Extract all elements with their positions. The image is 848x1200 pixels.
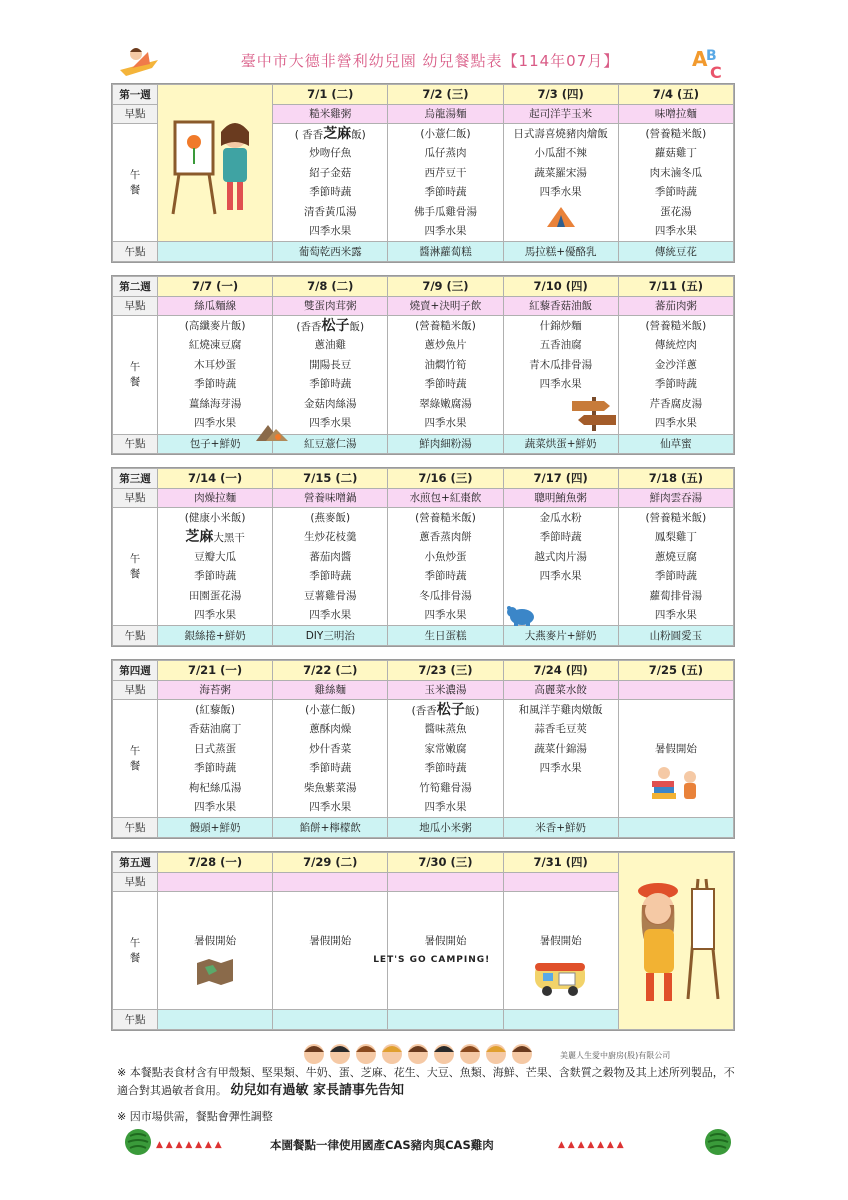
lunch-line: 四季水果 <box>539 762 582 775</box>
lunch-label <box>113 124 158 242</box>
allergy-emphasis: 幼兒如有過敏 家長請事先告知 <box>230 1083 405 1098</box>
lunch-label-char: 午 <box>129 552 141 565</box>
lunch-line: 肉末滷冬瓜 <box>649 166 703 179</box>
day-header: 7/31 (四) <box>503 853 618 873</box>
bear-icon <box>506 604 536 626</box>
lunch-line: 四季水果 <box>194 608 237 621</box>
company-name: 美麗人生愛中廚房(股)有限公司 <box>560 1051 671 1060</box>
lunch-label-char: 午 <box>129 936 141 949</box>
painter-girl-icon <box>626 869 726 1009</box>
lunch-highlight: 松子 <box>321 318 350 334</box>
breakfast-item: 聰明鮪魚粥 <box>503 488 618 508</box>
lunch-line: 季節時蔬 <box>654 186 697 199</box>
breakfast-item: 高麗菜水餃 <box>503 680 618 700</box>
lunch-menu <box>388 892 503 1010</box>
lunch-line: 日式壽喜燒豬肉燴飯 <box>513 128 608 140</box>
lunch-line: 越式肉片湯 <box>534 550 587 563</box>
lunch-line: 季節時蔬 <box>309 570 352 583</box>
day-header: 7/17 (四) <box>503 469 618 489</box>
snack-item: 地瓜小米粥 <box>388 818 503 838</box>
lunch-line: 開陽長豆 <box>309 358 352 371</box>
snack-label: 午點 <box>113 818 158 838</box>
day-header: 7/9 (三) <box>388 277 503 297</box>
lunch-highlight: 松子 <box>436 702 465 718</box>
week-label: 第三週 <box>113 469 158 489</box>
lunch-menu <box>618 700 733 818</box>
abc-blocks-icon <box>690 44 730 80</box>
lunch-menu <box>273 316 388 435</box>
lunch-menu <box>158 892 273 1010</box>
week-label: 第五週 <box>113 853 158 873</box>
lunch-line: 蘿蔔排骨湯 <box>649 589 703 602</box>
lunch-line: 紹子金菇 <box>309 166 352 179</box>
lunch-text: 飯) <box>349 321 365 333</box>
day-header: 7/15 (二) <box>273 469 388 489</box>
lunch-line: 四季水果 <box>539 186 582 199</box>
lunch-line: 芹香腐皮湯 <box>649 397 703 410</box>
day-header: 7/1 (二) <box>273 85 388 105</box>
day-header: 7/2 (三) <box>388 85 503 105</box>
watermelon-slices-left-icon: ▲ ▲ ▲ ▲ ▲ ▲ ▲ <box>156 1140 222 1150</box>
lunch-line: 日式蒸蛋 <box>194 742 237 755</box>
lunch-line: (燕麥飯) <box>310 512 351 524</box>
snack-item: 紅豆薏仁湯 <box>273 434 388 454</box>
lunch-line: 金菇肉絲湯 <box>304 397 357 410</box>
day-header: 7/7 (一) <box>158 277 273 297</box>
painting-girl-icon <box>165 102 265 222</box>
lunch-menu <box>273 892 491 1010</box>
day-header: 7/14 (一) <box>158 469 273 489</box>
lunch-line: (營養糙米飯) <box>415 512 476 524</box>
lunch-menu <box>503 700 618 818</box>
day-header: 7/25 (五) <box>618 661 733 681</box>
lunch-line: 季節時蔬 <box>194 570 237 583</box>
breakfast-item <box>618 680 733 700</box>
breakfast-item <box>158 872 273 892</box>
lunch-line <box>619 701 733 720</box>
lunch-line: 佛手瓜雞骨湯 <box>413 205 477 218</box>
day-header: 7/18 (五) <box>618 469 733 489</box>
lunch-line: 紅燒凍豆腐 <box>188 339 242 352</box>
signpost-icon <box>564 395 624 431</box>
lunch-line: 五香油腐 <box>539 339 582 352</box>
week-label: 第二週 <box>113 277 158 297</box>
lunch-line: (小薏仁飯) <box>420 128 471 140</box>
lunch-menu <box>158 316 273 435</box>
lunch-line: 季節時蔬 <box>309 378 352 391</box>
day-header: 7/28 (一) <box>158 853 273 873</box>
snack-item: 鮮肉細粉湯 <box>388 434 503 454</box>
breakfast-item: 燒賣+決明子飲 <box>388 296 503 316</box>
snack-item: 包子+鮮奶 <box>158 434 273 454</box>
lunch-text: ( 香香 <box>294 129 324 141</box>
lunch-menu <box>273 700 388 818</box>
tent-icon <box>545 203 577 229</box>
watermelon-right-icon <box>704 1128 732 1156</box>
lunch-line <box>273 317 387 336</box>
camping-banner: LET'S GO CAMPING! <box>373 955 491 966</box>
day-header: 7/11 (五) <box>618 277 733 297</box>
lunch-line: 薑絲海芽湯 <box>188 397 242 410</box>
lunch-line <box>273 125 387 144</box>
day-header: 7/8 (二) <box>273 277 388 297</box>
lunch-line: 西芹豆干 <box>424 166 467 179</box>
lunch-line: 油燜竹筍 <box>424 358 467 371</box>
lunch-line <box>388 701 502 720</box>
day-header: 7/3 (四) <box>503 85 618 105</box>
snack-item: 馬拉糕+優酪乳 <box>503 242 618 262</box>
lunch-label-char: 午 <box>129 360 141 373</box>
lunch-line: 蔥香蒸肉餅 <box>419 531 472 544</box>
lunch-label <box>113 508 158 626</box>
snack-empty <box>158 242 273 262</box>
lunch-label-char: 餐 <box>129 183 141 196</box>
lunch-line: (營養糙米飯) <box>415 320 476 332</box>
lunch-line: 香菇油腐丁 <box>188 723 242 736</box>
snack-item <box>158 1010 273 1030</box>
lunch-menu <box>158 508 273 626</box>
lunch-line: 什錦炒麵 <box>539 320 582 332</box>
snack-item: 山粉圓愛玉 <box>618 626 733 646</box>
lunch-line: 蘿菇雞丁 <box>654 147 697 160</box>
lunch-line: 傳統焢肉 <box>654 339 697 352</box>
lunch-line: 蔥炒魚片 <box>424 339 467 352</box>
lunch-label <box>113 316 158 435</box>
svg-text:A: A <box>692 47 708 71</box>
lunch-label-char: 餐 <box>129 759 141 772</box>
watermelon-slices-right-icon: ▲ ▲ ▲ ▲ ▲ ▲ ▲ <box>558 1140 624 1150</box>
lunch-menu <box>273 508 388 626</box>
lunch-line: 豆薯雞骨湯 <box>304 589 357 602</box>
child-on-airplane-icon <box>118 42 160 82</box>
breakfast-item: 肉燥拉麵 <box>158 488 273 508</box>
lunch-line: 金沙洋蔥 <box>654 358 697 371</box>
lunch-line: 冬瓜排骨湯 <box>419 589 472 602</box>
lunch-text: 大黑干 <box>213 532 245 545</box>
painter-girl-illustration <box>618 853 733 1030</box>
lunch-line: (健康小米飯) <box>184 512 246 524</box>
breakfast-item: 糙米雞粥 <box>273 104 388 124</box>
lunch-line: 家常嫩腐 <box>424 742 467 755</box>
week-2-table <box>111 275 735 455</box>
painting-girl-illustration <box>158 85 273 242</box>
snack-item: 仙草蜜 <box>618 434 733 454</box>
day-header: 7/30 (三) <box>388 853 503 873</box>
day-header: 7/21 (一) <box>158 661 273 681</box>
breakfast-item: 鮮肉雲吞湯 <box>618 488 733 508</box>
meat-note: 本園餐點一律使用國產CAS豬肉與CAS雞肉 <box>270 1138 494 1152</box>
lunch-line: 田園蛋花湯 <box>188 589 242 602</box>
lunch-line: 蔬菜什錦湯 <box>534 742 587 755</box>
vacation-text: 暑假開始 <box>424 934 467 947</box>
breakfast-label: 早點 <box>113 872 158 892</box>
lunch-line: 豆瓣大瓜 <box>194 550 237 563</box>
week-4-table <box>111 659 735 839</box>
lunch-line: 季節時蔬 <box>194 762 237 775</box>
lunch-line: 季節時蔬 <box>424 762 467 775</box>
lunch-label-char: 餐 <box>129 375 141 388</box>
lunch-menu <box>618 124 733 242</box>
lunch-line: 四季水果 <box>654 224 697 237</box>
lunch-label <box>113 700 158 818</box>
lunch-line <box>388 893 502 912</box>
camper-van-icon <box>529 957 593 997</box>
day-header: 7/23 (三) <box>388 661 503 681</box>
lunch-line <box>504 893 618 912</box>
lunch-line: 小魚炒蛋 <box>424 550 467 563</box>
vacation-text: 暑假開始 <box>309 934 352 947</box>
lunch-menu <box>503 892 618 1010</box>
lunch-line: (高纖麥片飯) <box>184 320 246 332</box>
lunch-line: (營養糙米飯) <box>645 512 707 524</box>
lunch-line: 四季水果 <box>424 224 467 237</box>
map-icon <box>195 957 235 985</box>
lunch-line: 四季水果 <box>654 608 697 621</box>
lunch-label <box>113 892 158 1010</box>
day-header: 7/16 (三) <box>388 469 503 489</box>
lunch-line <box>158 912 272 931</box>
lunch-label-char: 午 <box>129 168 141 181</box>
breakfast-item: 海苔粥 <box>158 680 273 700</box>
lunch-line: 季節時蔬 <box>424 378 467 391</box>
snack-label: 午點 <box>113 1010 158 1030</box>
day-header: 7/4 (五) <box>618 85 733 105</box>
lunch-line: 青木瓜排骨湯 <box>529 358 593 371</box>
lunch-line: 季節時蔬 <box>654 570 697 583</box>
lunch-line: 四季水果 <box>424 416 467 429</box>
snack-item <box>503 1010 618 1030</box>
allergy-note <box>117 1064 737 1100</box>
lunch-text: (香香 <box>296 321 322 333</box>
week-5-table <box>111 851 735 1031</box>
day-header: 7/29 (二) <box>273 853 388 873</box>
lunch-line: 金瓜水粉 <box>539 512 582 524</box>
lunch-menu <box>618 316 733 435</box>
snack-item: 醬淋蘿蔔糕 <box>388 242 503 262</box>
vacation-text: 暑假開始 <box>654 742 697 755</box>
children-faces-icon <box>300 1040 550 1066</box>
market-note: ※ 因市場供需，餐點會彈性調整 <box>117 1110 273 1123</box>
lunch-line: 四季水果 <box>309 416 352 429</box>
lunch-line: 炒什香菜 <box>309 742 352 755</box>
campfire-mountain-icon <box>256 421 288 441</box>
lunch-highlight: 芝麻 <box>323 126 352 142</box>
svg-text:B: B <box>706 48 717 64</box>
lunch-line <box>273 912 387 931</box>
lunch-line: 蔥燒豆腐 <box>654 550 697 563</box>
lunch-line: (小薏仁飯) <box>305 704 356 716</box>
breakfast-label: 早點 <box>113 296 158 316</box>
week-label: 第四週 <box>113 661 158 681</box>
lunch-line <box>158 528 272 547</box>
breakfast-item: 雞絲麵 <box>273 680 388 700</box>
lunch-line: 四季水果 <box>424 608 467 621</box>
lunch-line: 季節時蔬 <box>424 186 467 199</box>
lunch-menu <box>618 508 733 626</box>
breakfast-item: 味噌拉麵 <box>618 104 733 124</box>
lunch-menu <box>273 124 388 242</box>
breakfast-item <box>273 872 388 892</box>
lunch-line: 蔥油雞 <box>314 339 347 352</box>
lunch-label-char: 午 <box>129 744 141 757</box>
lunch-line: 炒吻仔魚 <box>309 147 352 160</box>
snack-item: DIY三明治 <box>273 626 388 646</box>
snack-item: 銀絲捲+鮮奶 <box>158 626 273 646</box>
day-header: 7/22 (二) <box>273 661 388 681</box>
breakfast-item: 蕃茄肉粥 <box>618 296 733 316</box>
day-header: 7/10 (四) <box>503 277 618 297</box>
lunch-line: 蔬菜羅宋湯 <box>534 166 587 179</box>
snack-item: 餡餅+檸檬飲 <box>273 818 388 838</box>
lunch-line: 瓜仔蒸肉 <box>424 147 467 160</box>
snack-item: 傳統豆花 <box>618 242 733 262</box>
lunch-line: 蔥酥肉燥 <box>309 723 352 736</box>
lunch-line <box>158 893 272 912</box>
lunch-line: 竹筍雞骨湯 <box>419 781 472 794</box>
lunch-menu <box>503 124 618 242</box>
breakfast-label: 早點 <box>113 104 158 124</box>
watermelon-left-icon <box>124 1128 152 1156</box>
lunch-line: 四季水果 <box>424 800 467 813</box>
lunch-text: 飯) <box>351 129 366 141</box>
snack-label: 午點 <box>113 626 158 646</box>
lunch-line: 四季水果 <box>194 800 237 813</box>
lunch-line: 季節時蔬 <box>539 531 582 544</box>
snack-item: 生日蛋糕 <box>388 626 503 646</box>
breakfast-label: 早點 <box>113 488 158 508</box>
lunch-label-char: 餐 <box>129 567 141 580</box>
lunch-line: 四季水果 <box>539 570 582 583</box>
lunch-line: 鳳梨雞丁 <box>654 531 697 544</box>
lunch-menu <box>388 508 503 626</box>
lunch-line: 清香黃瓜湯 <box>304 205 357 218</box>
snack-label: 午點 <box>113 434 158 454</box>
lunch-menu <box>388 700 503 818</box>
snack-item <box>618 818 733 838</box>
lunch-line: 四季水果 <box>194 416 237 429</box>
snack-item <box>388 1010 503 1030</box>
lunch-line: 蒜香毛豆莢 <box>534 723 587 736</box>
snack-label: 午點 <box>113 242 158 262</box>
lunch-line: 柴魚紫菜湯 <box>304 781 357 794</box>
lunch-line: 季節時蔬 <box>194 378 237 391</box>
snack-item: 葡萄乾西米露 <box>273 242 388 262</box>
lunch-line: 和風洋芋雞肉燉飯 <box>518 704 603 716</box>
lunch-line <box>619 720 733 739</box>
lunch-menu <box>503 316 618 435</box>
notes-section <box>117 1064 737 1126</box>
snack-item <box>273 1010 388 1030</box>
snack-item: 大燕麥片+鮮奶 <box>503 626 618 646</box>
lunch-line <box>504 912 618 931</box>
breakfast-item: 雙蛋肉茸粥 <box>273 296 388 316</box>
snack-item: 米香+鮮奶 <box>503 818 618 838</box>
breakfast-item: 水煎包+紅棗飲 <box>388 488 503 508</box>
allergy-text: ※ 本餐點表食材含有甲殼類、堅果類、牛奶、蛋、芝麻、花生、大豆、魚類、海鮮、芒果、含麩質之穀物及其上述所列製品，不適合對其過敏者食用。 <box>117 1066 735 1097</box>
breakfast-item: 紅藜香菇油飯 <box>503 296 618 316</box>
lunch-line: 四季水果 <box>309 608 352 621</box>
lunch-line: (營養糙米飯) <box>645 320 707 332</box>
reading-children-icon <box>646 763 706 803</box>
lunch-line: 枸杞絲瓜湯 <box>188 781 242 794</box>
week-3-table <box>111 467 735 647</box>
lunch-line: 季節時蔬 <box>309 762 352 775</box>
lunch-line: 季節時蔬 <box>424 570 467 583</box>
lunch-line: (營養糙米飯) <box>645 128 707 140</box>
lunch-line: 生炒花枝羹 <box>304 531 357 544</box>
lunch-line: 醬味蒸魚 <box>424 723 467 736</box>
breakfast-item: 起司洋芋玉米 <box>503 104 618 124</box>
lunch-line: 木耳炒蛋 <box>194 358 237 371</box>
lunch-line: 四季水果 <box>539 378 582 391</box>
breakfast-item: 絲瓜麵線 <box>158 296 273 316</box>
lunch-text: 飯) <box>464 705 480 717</box>
breakfast-label: 早點 <box>113 680 158 700</box>
lunch-line: 四季水果 <box>309 224 352 237</box>
vacation-text: 暑假開始 <box>539 934 582 947</box>
lunch-highlight: 芝麻 <box>185 529 214 546</box>
lunch-line: 四季水果 <box>309 800 352 813</box>
lunch-line: (紅藜飯) <box>195 704 235 716</box>
lunch-line: 翠綠嫩腐湯 <box>419 397 472 410</box>
lunch-menu <box>158 700 273 818</box>
snack-item: 蔬菜烘蛋+鮮奶 <box>503 434 618 454</box>
page-title: 臺中市大德非營利幼兒園 幼兒餐點表【114年07月】 <box>240 52 620 70</box>
week-label: 第一週 <box>113 85 158 105</box>
svg-text:C: C <box>710 63 722 82</box>
lunch-text: (香香 <box>411 705 437 717</box>
breakfast-item: 烏龍湯麵 <box>388 104 503 124</box>
lunch-menu <box>388 316 503 435</box>
lunch-line: 蛋花湯 <box>660 205 692 218</box>
snack-item: 饅頭+鮮奶 <box>158 818 273 838</box>
lunch-line: 季節時蔬 <box>654 378 697 391</box>
lunch-line <box>388 912 502 931</box>
breakfast-item: 營養味噌鍋 <box>273 488 388 508</box>
lunch-line: 季節時蔬 <box>309 186 352 199</box>
lunch-line <box>273 893 387 912</box>
breakfast-item <box>388 872 503 892</box>
lunch-menu <box>388 124 503 242</box>
day-header: 7/24 (四) <box>503 661 618 681</box>
breakfast-item <box>503 872 618 892</box>
vacation-text: 暑假開始 <box>194 934 237 947</box>
lunch-line: 四季水果 <box>654 416 697 429</box>
breakfast-item: 玉米濃湯 <box>388 680 503 700</box>
lunch-label-char: 餐 <box>129 951 141 964</box>
week-1-table <box>111 83 735 263</box>
lunch-line: 蕃茄肉醬 <box>309 550 352 563</box>
lunch-line: 小瓜甜不辣 <box>534 147 587 160</box>
